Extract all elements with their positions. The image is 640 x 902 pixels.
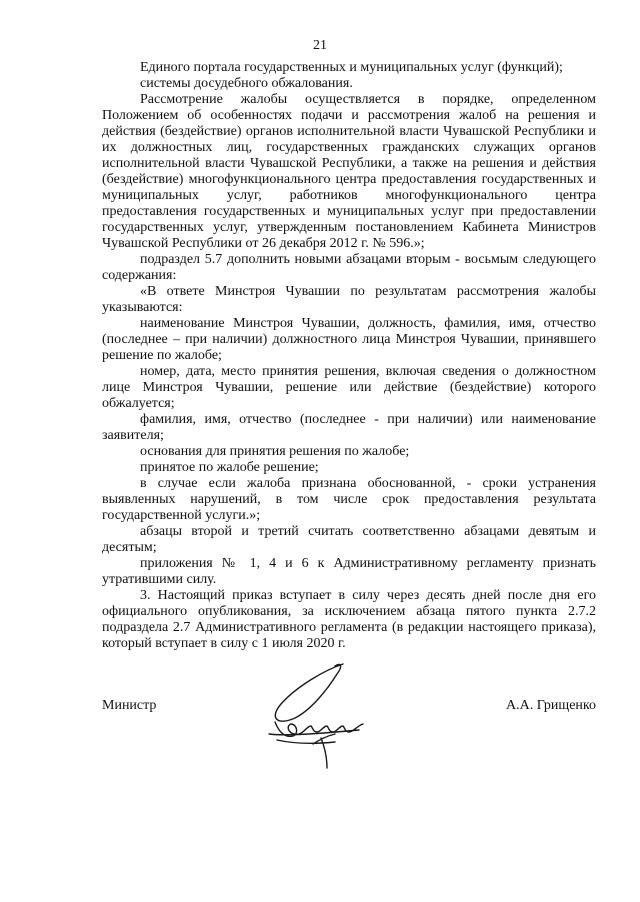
paragraph: номер, дата, место принятия решения, включая сведения о должностном лице Минстроя Чувашии, решение или действие (бездействие) которого обжалуется; bbox=[102, 364, 596, 411]
paragraph: основания для принятия решения по жалобе; bbox=[140, 444, 410, 459]
paragraph: Единого портала государственных и муниципальных услуг (функций); bbox=[140, 60, 563, 75]
paragraph: системы досудебного обжалования. bbox=[140, 76, 353, 91]
paragraph: принятое по жалобе решение; bbox=[140, 460, 319, 475]
paragraph: «В ответе Минстроя Чувашии по результатам рассмотрения жалобы указываются: bbox=[102, 284, 596, 315]
paragraph: в случае если жалоба признана обоснованной, - сроки устранения выявленных нарушений, в том числе срок предоставления результата государственной услуги.»; bbox=[102, 476, 596, 523]
paragraph: приложения № 1, 4 и 6 к Административному регламенту признать утратившими силу. bbox=[102, 556, 596, 587]
paragraph: наименование Минстроя Чувашии, должность, фамилия, имя, отчество (последнее – при наличии) должностного лица Минстроя Чувашии, принявшего решение по жалобе; bbox=[102, 316, 596, 363]
signatory-name: А.А. Грищенко bbox=[505, 698, 596, 713]
paragraph: подраздел 5.7 дополнить новыми абзацами вторым - восьмым следующего содержания: bbox=[102, 252, 596, 283]
paragraph: Рассмотрение жалобы осуществляется в порядке, определенном Положением об особенностях подачи и рассмотрения жалоб на решения и действия (бездействие) органов исполнительной власти Чувашской Республики и их должностных лиц, государственных гражданских служащих органов исполнительной власти Чувашской Республики, а также на решения и действия (бездействие) многофункционального центра предоставления государственных и муниципальных услуг, работников многофункционального центра предоставления государственных и муниципальных услуг при предоставлении государственных услуг, утвержденным постановлением Кабинета Министров Чувашской Республики от 26 декабря 2012 г. № 596.»; bbox=[102, 92, 596, 251]
paragraph: фамилия, имя, отчество (последнее - при наличии) или наименование заявителя; bbox=[102, 412, 596, 443]
handwritten-signature bbox=[255, 660, 395, 772]
page-number: 21 bbox=[313, 38, 327, 53]
paragraph: 3. Настоящий приказ вступает в силу через десять дней после дня его официального опубликования, за исключением абзаца пятого пункта 2.7.2 подраздела 2.7 Административного регламента (в редакции настоящего приказа), который вступает в силу с 1 июля 2020 г. bbox=[102, 588, 596, 651]
paragraph: абзацы второй и третий считать соответственно абзацами девятым и десятым; bbox=[102, 524, 596, 555]
document-body bbox=[102, 60, 596, 652]
signatory-title: Министр bbox=[102, 698, 157, 713]
